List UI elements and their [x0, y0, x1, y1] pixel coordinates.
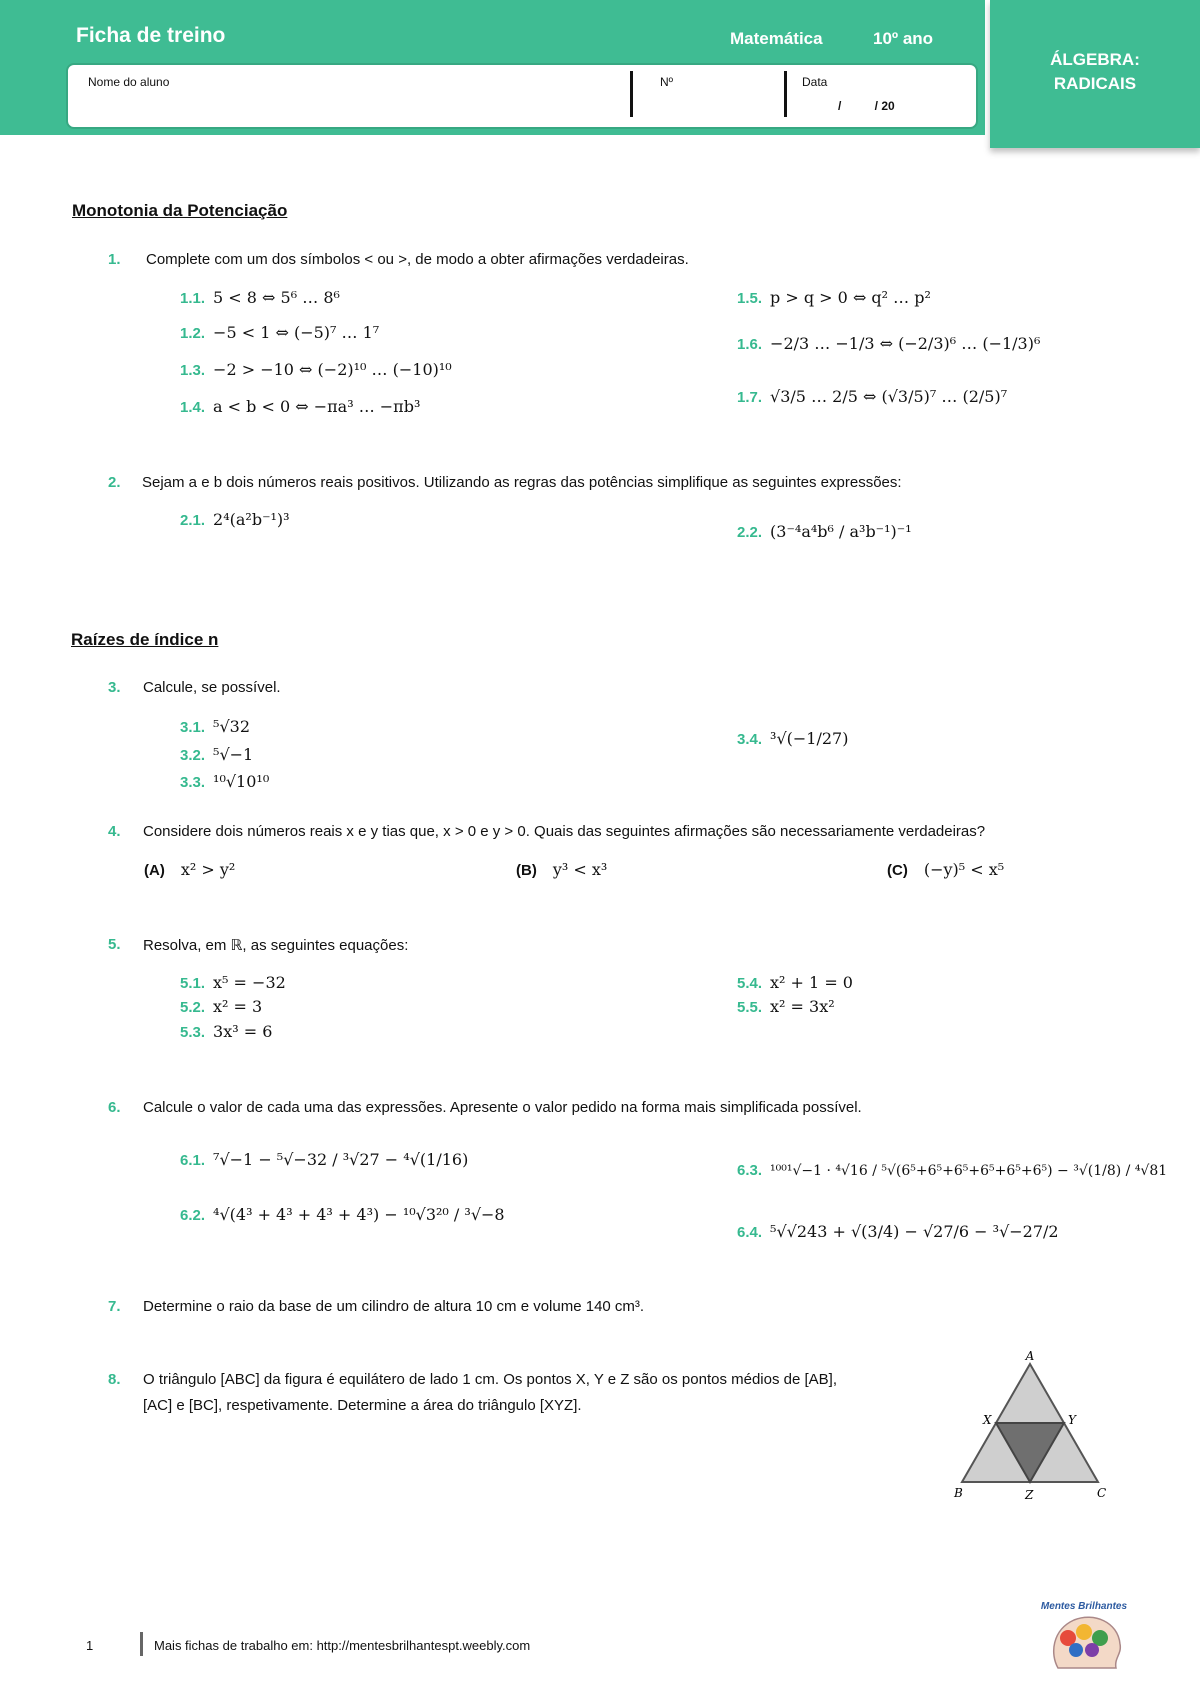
label-y: Y: [1068, 1413, 1076, 1427]
item-expression: p > q > 0 ⇔ q² … p²: [770, 288, 931, 307]
item-expression: ¹⁰⁰¹√−1 · ⁴√16 / ⁵√(6⁵+6⁵+6⁵+6⁵+6⁵+6⁵) − ³√(1/8) / ⁴√81: [770, 1163, 1168, 1179]
question-text: Calcule o valor de cada uma das expressões. Apresente o valor pedido na forma mais simplificada possível.: [143, 1099, 862, 1116]
item-number: 6.3.: [737, 1162, 763, 1179]
question-text-line-2: [AC] e [BC], respetivamente. Determine a área do triângulo [XYZ].: [143, 1397, 582, 1414]
topic-line-1: ÁLGEBRA:: [1050, 50, 1140, 69]
separator: [630, 71, 633, 117]
item-5-4: [737, 973, 853, 992]
item-expression: (3⁻⁴a⁴b⁶ / a³b⁻¹)⁻¹: [770, 522, 912, 541]
question-number: 5.: [108, 936, 121, 953]
date-label: Data: [802, 75, 828, 89]
topic-line-2: RADICAIS: [1053, 74, 1137, 93]
item-6-3: [737, 1162, 1167, 1179]
item-number: 6.1.: [180, 1152, 206, 1169]
subject: Matemática: [730, 29, 823, 48]
item-expression: x² + 1 = 0: [770, 973, 853, 992]
item-1-2: [180, 323, 379, 342]
item-6-2: [180, 1205, 505, 1224]
item-expression: x⁵ = −32: [213, 973, 286, 992]
question-number: 7.: [108, 1298, 121, 1315]
question-number: 3.: [108, 679, 121, 696]
item-6-4: [737, 1222, 1059, 1241]
item-expression: a < b < 0 ⇔ −πa³ … −πb³: [213, 397, 421, 416]
worksheet-title: Ficha de treino: [76, 24, 226, 47]
item-number: 1.3.: [180, 362, 206, 379]
item-number: 1.2.: [180, 325, 206, 342]
item-5-5: [737, 997, 835, 1016]
question-text: Considere dois números reais x e y tias que, x > 0 e y > 0. Quais das seguintes afirmações são necessariamente verdadeiras?: [143, 823, 986, 840]
footer-separator: [140, 1632, 143, 1656]
question-number: 8.: [108, 1371, 121, 1388]
question-text: Complete com um dos símbolos < ou >, de modo a obter afirmações verdadeiras.: [146, 251, 689, 268]
item-expression: x² = 3: [213, 997, 263, 1016]
item-1-4: [180, 397, 420, 416]
mentes-brilhantes-logo: [1036, 1596, 1136, 1676]
date-value: / / 20: [838, 99, 895, 113]
item-number: 1.7.: [737, 389, 763, 406]
option-expression: x² > y²: [180, 860, 236, 879]
question-text: Determine o raio da base de um cilindro de altura 10 cm e volume 140 cm³.: [143, 1298, 645, 1315]
item-expression: 2⁴(a²b⁻¹)³: [213, 510, 290, 529]
question-number: 2.: [108, 474, 121, 491]
item-5-1: [180, 973, 286, 992]
separator: [784, 71, 787, 117]
item-expression: ⁵√√243 + √(3/4) − √27/6 − ³√−27/2: [770, 1222, 1059, 1241]
item-expression: ¹⁰√10¹⁰: [213, 772, 270, 791]
question-number: 1.: [108, 251, 121, 268]
option-b: [516, 860, 607, 879]
item-number: 3.1.: [180, 719, 206, 736]
item-number: 6.4.: [737, 1224, 763, 1241]
number-label: Nº: [660, 75, 674, 89]
question-text: Calcule, se possível.: [143, 679, 281, 696]
item-expression: ³√(−1/27): [770, 729, 849, 748]
item-3-3: [180, 772, 269, 791]
triangle-figure: [945, 1350, 1115, 1510]
option-c: [887, 860, 1004, 879]
item-1-6: [737, 334, 1040, 353]
option-a: [144, 860, 235, 879]
item-number: 1.6.: [737, 336, 763, 353]
item-number: 1.5.: [737, 290, 763, 307]
topic-label: [990, 48, 1200, 96]
item-5-3: [180, 1022, 272, 1041]
item-number: 5.3.: [180, 1024, 206, 1041]
item-1-3: [180, 360, 452, 379]
label-x: X: [983, 1413, 992, 1427]
section-title: Raízes de índice n: [71, 630, 219, 649]
question-number: 6.: [108, 1099, 121, 1116]
item-number: 6.2.: [180, 1207, 206, 1224]
option-label: (B): [516, 862, 537, 879]
item-3-2: [180, 745, 253, 764]
item-5-2: [180, 997, 262, 1016]
item-number: 3.4.: [737, 731, 763, 748]
section-title: Monotonia da Potenciação: [72, 201, 288, 220]
question-text: Resolva, em ℝ, as seguintes equações:: [143, 937, 409, 954]
item-number: 3.3.: [180, 774, 206, 791]
school-year: 10º ano: [873, 29, 934, 48]
item-3-1: [180, 717, 250, 736]
item-expression: 5 < 8 ⇔ 5⁶ … 8⁶: [213, 288, 340, 307]
item-number: 2.1.: [180, 512, 206, 529]
item-3-4: [737, 729, 848, 748]
item-number: 5.2.: [180, 999, 206, 1016]
item-6-1: [180, 1150, 468, 1169]
question-text: Sejam a e b dois números reais positivos. Utilizando as regras das potências simplifique as seguintes expressões:: [142, 474, 902, 491]
item-expression: −2/3 … −1/3 ⇔ (−2/3)⁶ … (−1/3)⁶: [770, 334, 1041, 353]
item-number: 3.2.: [180, 747, 206, 764]
item-number: 2.2.: [737, 524, 763, 541]
option-expression: (−y)⁵ < x⁵: [923, 860, 1005, 879]
question-text-line-1: O triângulo [ABC] da figura é equilátero de lado 1 cm. Os pontos X, Y e Z são os pontos médios de [AB],: [143, 1371, 838, 1388]
item-1-5: [737, 288, 931, 307]
label-z: Z: [1025, 1488, 1034, 1502]
option-label: (C): [887, 862, 908, 879]
item-number: 5.4.: [737, 975, 763, 992]
item-1-7: [737, 387, 1007, 406]
label-a: A: [1025, 1350, 1035, 1363]
item-expression: ⁵√32: [213, 717, 250, 736]
question-number: 4.: [108, 823, 121, 840]
footer-link[interactable]: Mais fichas de trabalho em: http://mentesbrilhantespt.weebly.com: [154, 1638, 531, 1653]
item-expression: √3/5 … 2/5 ⇔ (√3/5)⁷ … (2/5)⁷: [770, 387, 1008, 406]
student-name-label: Nome do aluno: [88, 75, 170, 89]
item-expression: −2 > −10 ⇔ (−2)¹⁰ … (−10)¹⁰: [213, 360, 452, 379]
label-c: C: [1097, 1486, 1107, 1500]
item-expression: −5 < 1 ⇔ (−5)⁷ … 1⁷: [213, 323, 380, 342]
item-number: 5.5.: [737, 999, 763, 1016]
page-number: 1: [86, 1638, 94, 1653]
item-2-1: [180, 510, 290, 529]
logo-text: Mentes Brilhantes: [1040, 1601, 1128, 1612]
item-expression: 3x³ = 6: [213, 1022, 273, 1041]
item-number: 1.1.: [180, 290, 206, 307]
student-info-box: [66, 63, 978, 129]
item-number: 5.1.: [180, 975, 206, 992]
option-expression: y³ < x³: [552, 860, 608, 879]
item-expression: ⁷√−1 − ⁵√−32 / ³√27 − ⁴√(1/16): [213, 1150, 469, 1169]
option-label: (A): [144, 862, 165, 879]
item-expression: ⁴√(4³ + 4³ + 4³ + 4³) − ¹⁰√3²⁰ / ³√−8: [213, 1205, 505, 1224]
item-expression: x² = 3x²: [770, 997, 835, 1016]
item-2-2: [737, 522, 912, 541]
item-expression: ⁵√−1: [213, 745, 254, 764]
item-number: 1.4.: [180, 399, 206, 416]
label-b: B: [954, 1486, 963, 1500]
item-1-1: [180, 288, 340, 307]
